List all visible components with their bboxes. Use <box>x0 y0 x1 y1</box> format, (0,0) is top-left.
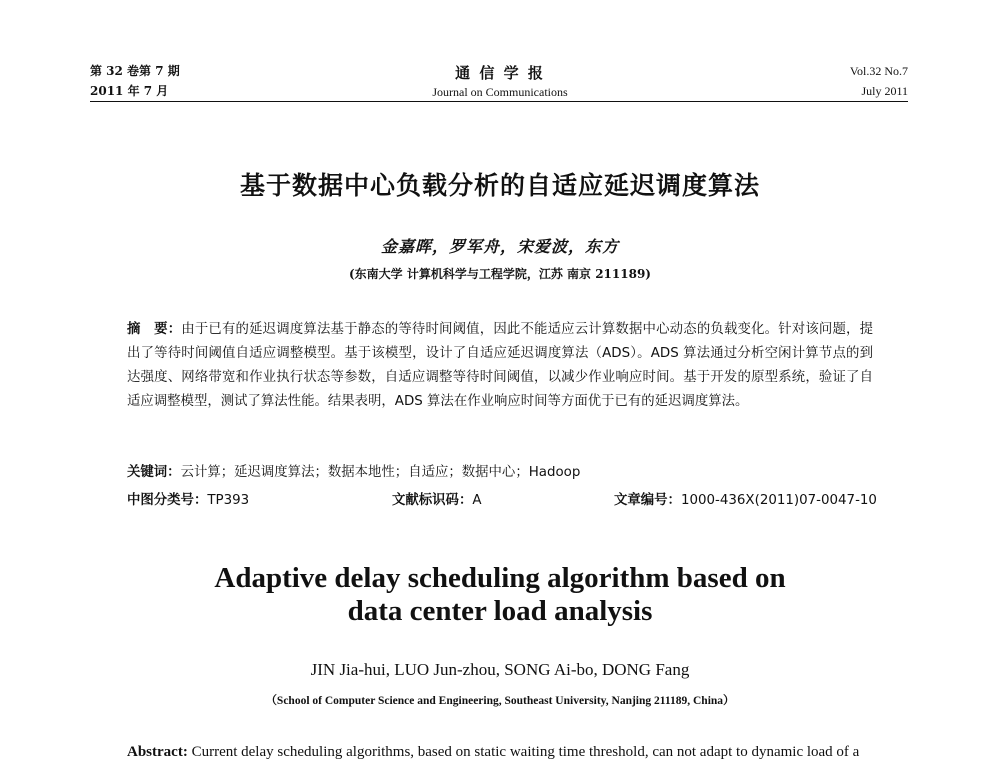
abstract-zh-text: 由于已有的延迟调度算法基于静态的等待时间阈值，因此不能适应云计算数据中心动态的负载变化。针对该问题，提出了等待时间阈值自适应调整模型。基于该模型，设计了自适应延迟调度算法（ADS）。ADS 算法通过分析空闲计算节点的到达强度、网络带宽和作业执行状态等参数，自适应调整等待时间阈值，以减少作业响应时间。基于开发的原型系统，验证了自适应调整模型，测试了算法性能。结果表明，ADS 算法在作业响应时间等方面优于已有的延迟调度算法。 <box>127 322 874 409</box>
abstract-en-text: Current delay scheduling algorithms, based on static waiting time threshold, can not adapt to dynamic load of a <box>187 744 860 760</box>
header-date-zh: 2011 年 7 月 <box>90 84 169 98</box>
header-journal-en: Journal on Communications <box>432 85 568 99</box>
abstract-zh <box>127 318 873 414</box>
abstract-zh-label: 摘 要： <box>127 322 182 337</box>
header-journal-zh: 通 信 学 报 <box>455 64 545 82</box>
paper-title-en-line2: data center load analysis <box>347 595 653 627</box>
article-number-value: 1000-436X(2011)07-0047-10 <box>680 493 877 508</box>
document-code-label: 文献标识码： <box>392 493 473 508</box>
article-number-label: 文章编号： <box>614 493 681 508</box>
authors-zh: 金嘉晖，罗军舟，宋爱波，东方 <box>380 237 619 256</box>
clc-label: 中图分类号： <box>127 493 208 508</box>
authors-en: JIN Jia-hui, LUO Jun-zhou, SONG Ai-bo, DONG Fang <box>310 660 690 679</box>
clc-value: TP393 <box>207 493 250 508</box>
document-code <box>392 489 482 508</box>
article-number <box>614 489 877 508</box>
paper-title-en-line1: Adaptive delay scheduling algorithm based on <box>214 562 786 594</box>
keywords-zh-label: 关键词： <box>127 465 181 480</box>
abstract-en-label: Abstract: <box>127 744 188 760</box>
header-volume-issue-en: Vol.32 No.7 <box>849 64 908 78</box>
clc-number <box>127 489 249 508</box>
abstract-en <box>127 744 887 761</box>
paper-title-en <box>0 562 1000 628</box>
affiliation-zh: (东南大学 计算机科学与工程学院，江苏 南京 211189) <box>349 267 651 281</box>
keywords-zh-text: 云计算；延迟调度算法；数据本地性；自适应；数据中心；Hadoop <box>180 465 581 480</box>
document-code-value: A <box>472 493 482 508</box>
affiliation-en: （School of Computer Science and Engineering, Southeast University, Nanjing 211189, China） <box>265 695 735 707</box>
keywords-zh <box>127 461 580 480</box>
paper-title-zh: 基于数据中心负载分析的自适应延迟调度算法 <box>239 171 760 200</box>
header-date-en: July 2011 <box>861 84 908 98</box>
header-volume-issue-zh: 第 32 卷第 7 期 <box>90 64 180 78</box>
header-rule <box>90 101 908 102</box>
